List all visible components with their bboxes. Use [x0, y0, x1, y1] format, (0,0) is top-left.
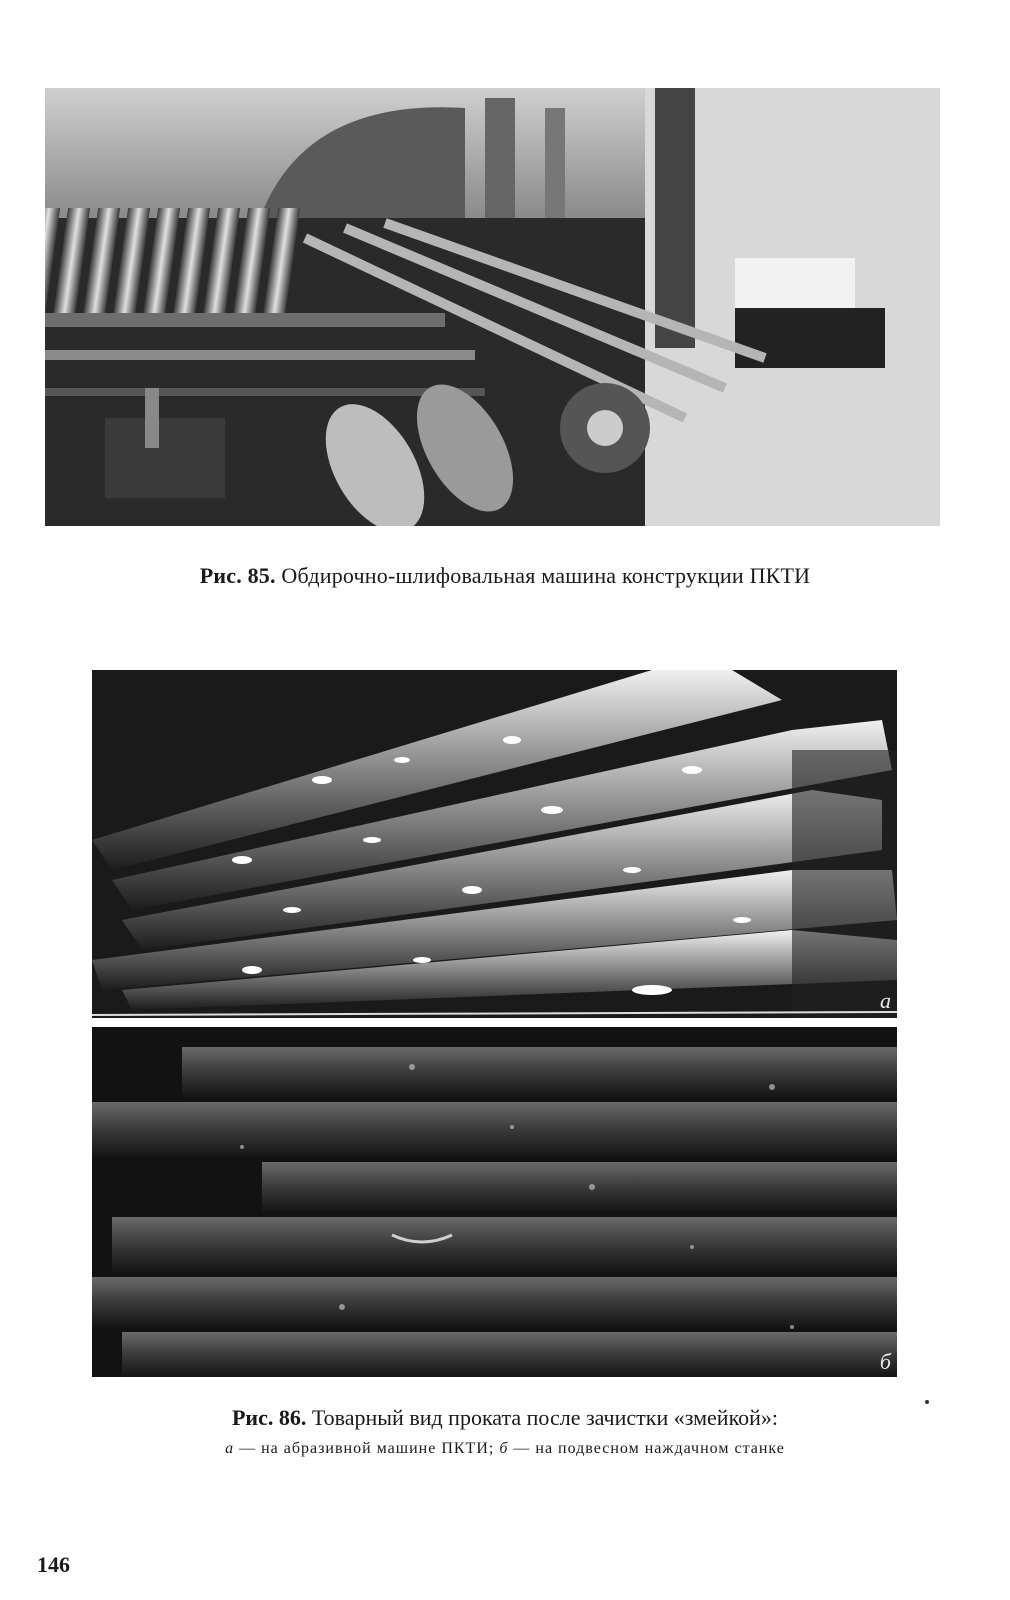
legend-a-text: — на абразивной машине ПКТИ; — [234, 1440, 500, 1457]
figure-86b-photo — [92, 1027, 897, 1377]
figure-86-caption-text: Товарный вид проката после зачистки «змейкой»: — [311, 1405, 779, 1430]
figure-85-caption-text: Обдирочно-шлифовальная машина конструкции ПКТИ — [281, 563, 811, 588]
figure-85-caption — [0, 563, 1010, 589]
figure-85-label: Рис. 85. — [199, 563, 276, 588]
bars-suspended-grinder-illustration — [92, 1027, 897, 1377]
figure-86-label: Рис. 86. — [231, 1405, 307, 1430]
print-speck — [925, 1400, 929, 1404]
grinding-machine-illustration — [45, 88, 940, 526]
panel-b-letter: б — [879, 1349, 891, 1374]
figure-85-photo — [45, 88, 940, 526]
legend-a-letter: а — [225, 1440, 235, 1457]
figure-86-legend — [0, 1440, 1010, 1458]
bars-abrasive-machine-illustration — [92, 670, 897, 1018]
panel-a-letter: а — [880, 988, 891, 1013]
figure-86a-photo — [92, 670, 897, 1018]
legend-b-letter: б — [499, 1440, 509, 1457]
figure-86-caption — [0, 1405, 1010, 1431]
page-number: 146 — [37, 1552, 70, 1577]
legend-b-text: — на подвесном наждачном станке — [508, 1440, 785, 1457]
